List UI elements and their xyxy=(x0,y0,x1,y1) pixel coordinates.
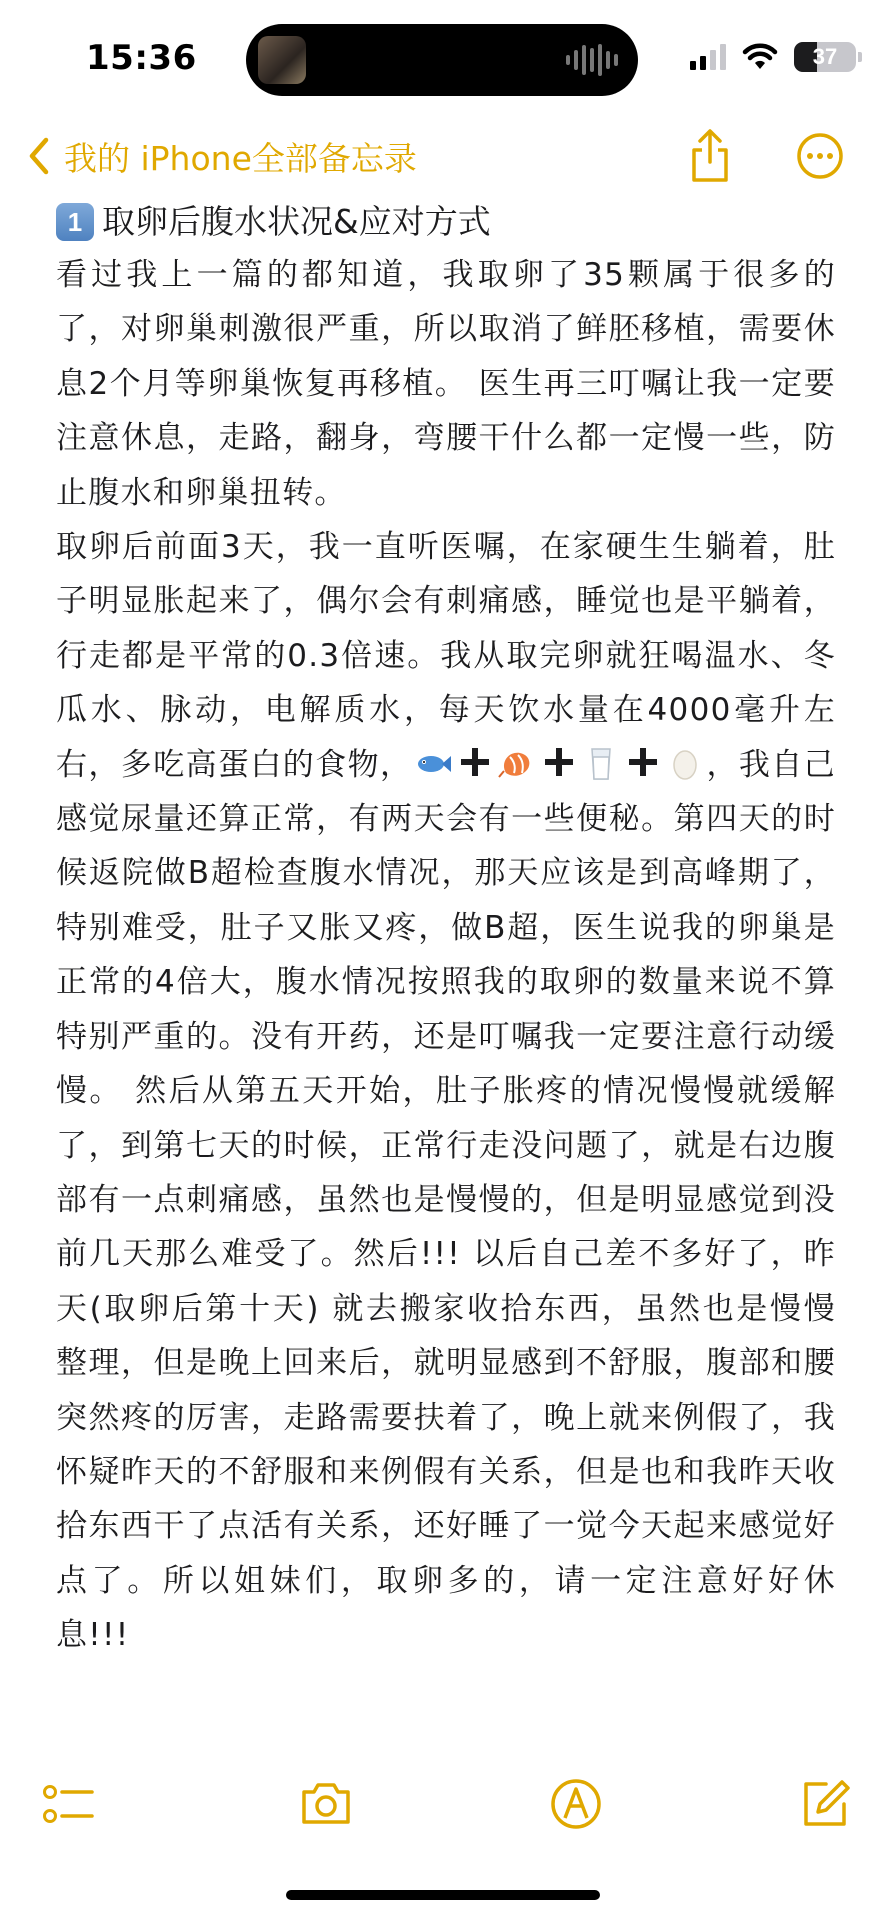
home-indicator[interactable] xyxy=(286,1890,600,1900)
plus-emoji xyxy=(626,745,660,779)
fish-emoji xyxy=(414,747,452,781)
audio-waveform-icon xyxy=(566,44,618,76)
note-title-text: 取卵后腹水状况&应对方式 xyxy=(102,202,491,241)
note-title xyxy=(56,196,836,248)
milk-emoji xyxy=(582,747,620,781)
chevron-left-icon xyxy=(24,134,52,178)
navigation-bar xyxy=(0,120,886,192)
battery-icon xyxy=(794,42,856,72)
shrimp-emoji xyxy=(498,747,536,781)
status-indicators xyxy=(690,42,856,72)
checklist-icon[interactable] xyxy=(40,1776,96,1832)
back-label: 我的 iPhone全部备忘录 xyxy=(64,138,417,178)
markup-icon[interactable] xyxy=(548,1776,604,1832)
now-playing-artwork xyxy=(258,36,306,84)
compose-icon[interactable] xyxy=(796,1776,852,1832)
wifi-icon xyxy=(742,43,778,71)
keycap-one-emoji: 1 xyxy=(56,203,94,241)
note-content[interactable] xyxy=(56,196,836,1663)
status-time: 15:36 xyxy=(86,38,197,78)
note-paragraph-2 xyxy=(56,520,836,1663)
note-paragraph-2-part-2: ，我自己感觉尿量还算正常，有两天会有一些便秘。第四天的时候返院做B超检查腹水情况，那天应该是到高峰期了，特别难受，肚子又胀又疼，做B超，医生说我的卵巢是正常的4倍大，腹水情况按照我的取卵的数量来说不算特别严重的。没有开药，还是叮嘱我一定要注意行动缓慢。 然后从第五天开始，肚子胀疼的情况慢慢就缓解了，到第七天的时候，正常行走没问题了，就是右边腹部有一点刺痛感，虽然也是慢慢的，但是明显感觉到没前几天那么难受了。然后!!! 以后自己差不多好了，昨天(取卵后第十天) 就去搬家收拾东西，虽然也是慢慢整理，但是晚上回来后，就明显感到不舒服，腹部和腰突然疼的厉害，走路需要扶着了，晚上就来例假了，我怀疑昨天的不舒服和来例假有关系，但是也和我昨天收拾东西干了点活有关系，还好睡了一觉今天起来感觉好点了。所以姐妹们，取卵多的，请一定注意好好休息!!! xyxy=(56,746,836,1654)
food-emoji-sequence xyxy=(412,747,706,783)
cellular-signal-icon xyxy=(690,44,726,70)
bottom-toolbar xyxy=(0,1772,886,1836)
plus-emoji xyxy=(458,745,492,779)
battery-level: 37 xyxy=(812,44,838,69)
share-icon[interactable] xyxy=(686,128,734,184)
note-paragraph-1: 看过我上一篇的都知道，我取卵了35颗属于很多的了，对卵巢刺激很严重，所以取消了鲜胚移植，需要休息2个月等卵巢恢复再移植。 医生再三叮嘱让我一定要注意休息，走路，翻身，弯腰干什么都一定慢一些，防止腹水和卵巢扭转。 xyxy=(56,257,836,511)
camera-icon[interactable] xyxy=(298,1776,354,1832)
note-paragraph-2-part-1: 取卵后前面3天，我一直听医嘱，在家硬生生躺着，肚子明显胀起来了，偶尔会有刺痛感，睡觉也是平躺着，行走都是平常的0.3倍速。我从取完卵就狂喝温水、冬瓜水、脉动，电解质水，每天饮水量在4000毫升左右，多吃高蛋白的食物， xyxy=(56,529,836,783)
egg-emoji xyxy=(666,747,704,781)
note-body xyxy=(56,248,836,1663)
status-bar xyxy=(0,0,886,120)
back-button[interactable] xyxy=(24,130,417,182)
dynamic-island[interactable] xyxy=(246,24,638,96)
plus-emoji xyxy=(542,745,576,779)
more-options-icon[interactable] xyxy=(796,132,844,180)
